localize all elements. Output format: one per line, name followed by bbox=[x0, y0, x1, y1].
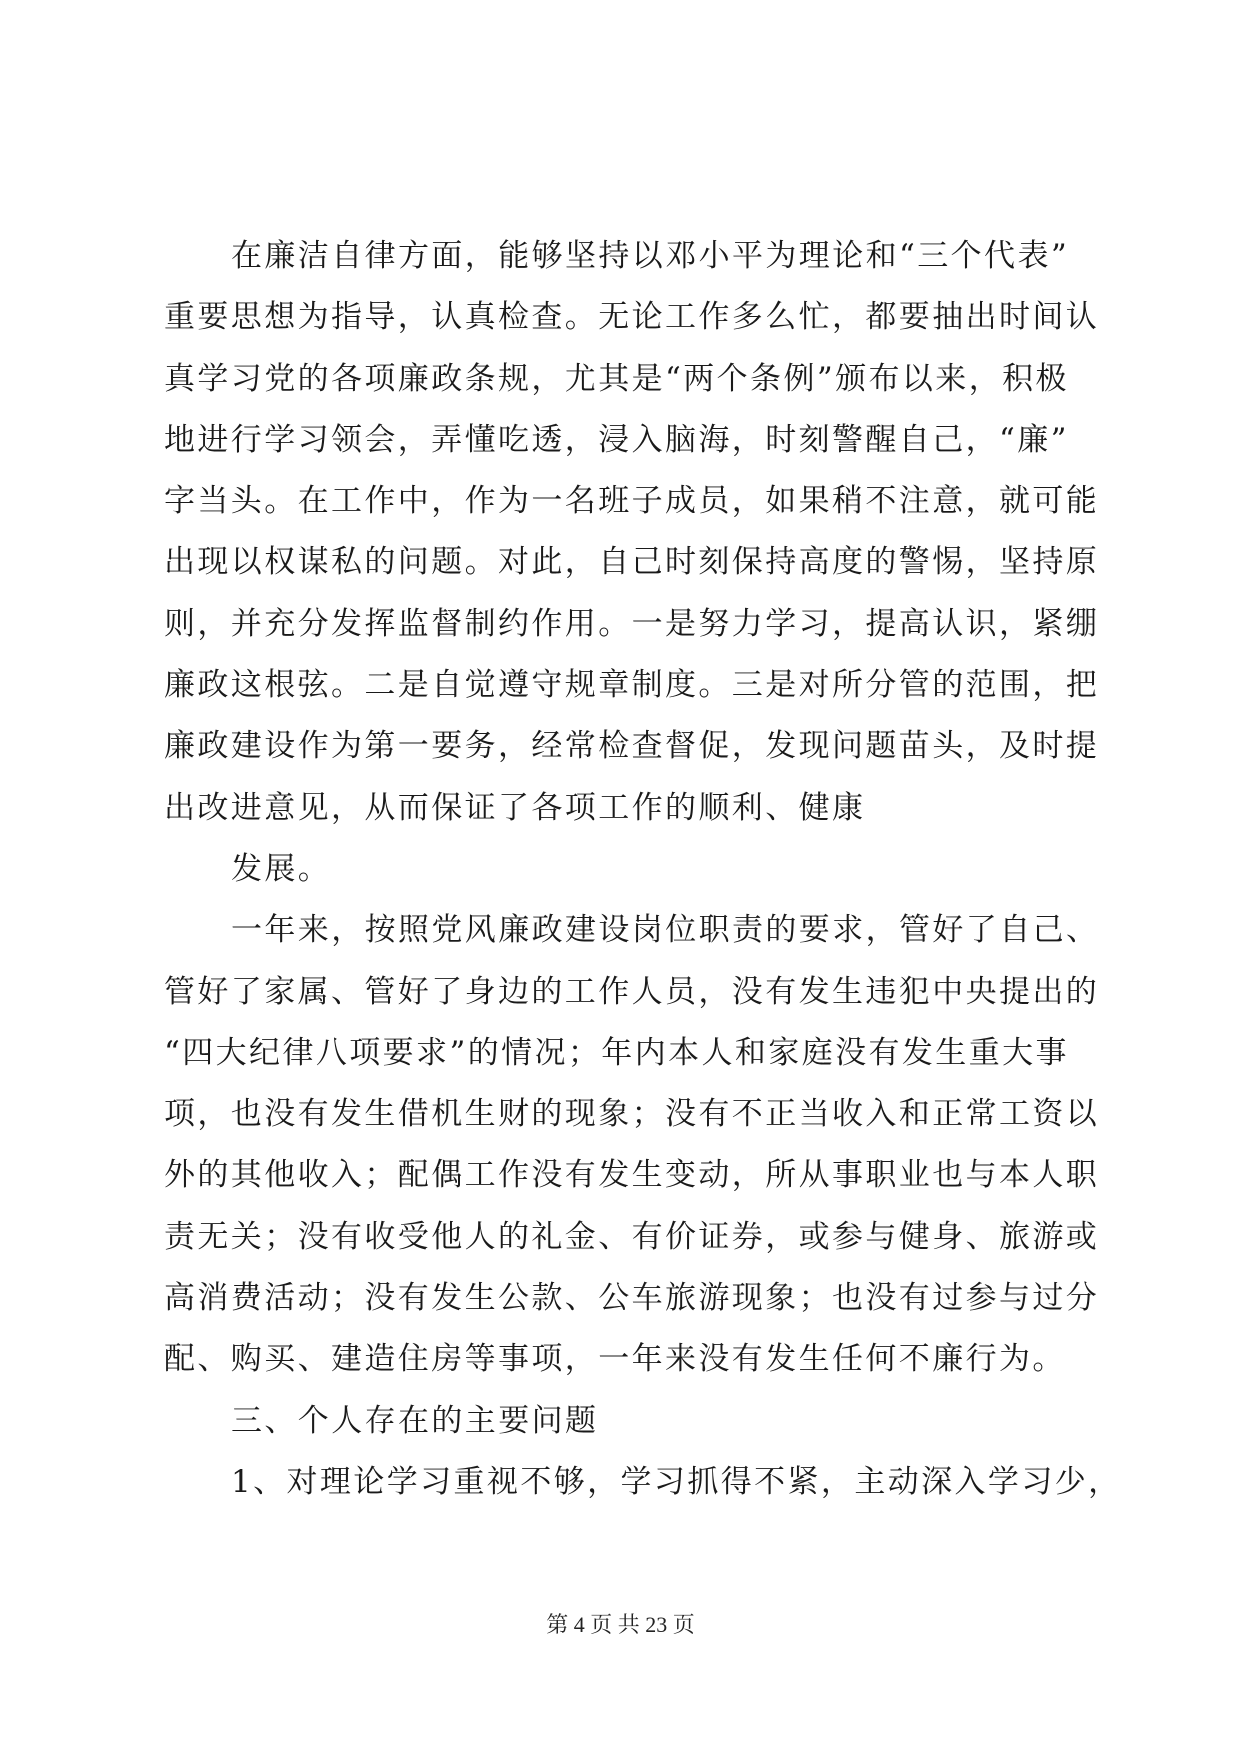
text-line: 管好了家属、管好了身边的工作人员，没有发生违犯中央提出的 bbox=[164, 973, 1100, 1010]
text-line: 廉政这根弦。二是自觉遵守规章制度。三是对所分管的范围，把 bbox=[164, 667, 1100, 704]
text-line: 项，也没有发生借机生财的现象；没有不正当收入和正常工资以 bbox=[164, 1096, 1100, 1133]
text-line: 地进行学习领会，弄懂吃透，浸入脑海，时刻警醒自己，“廉” bbox=[164, 421, 1069, 458]
text-line: 一年来，按照党风廉政建设岗位职责的要求，管好了自己、 bbox=[231, 912, 1100, 949]
text-line: 廉政建设作为第一要务，经常检查督促，发现问题苗头，及时提 bbox=[164, 728, 1100, 765]
text-line: 责无关；没有收受他人的礼金、有价证券，或参与健身、旅游或 bbox=[164, 1218, 1100, 1255]
text-line: 外的其他收入；配偶工作没有发生变动，所从事职业也与本人职 bbox=[164, 1157, 1100, 1194]
text-line: 1、对理论学习重视不够，学习抓得不紧，主动深入学习少， bbox=[231, 1463, 1122, 1500]
text-line: 出现以权谋私的问题。对此，自己时刻保持高度的警惕，坚持原 bbox=[164, 544, 1100, 581]
text-line: “四大纪律八项要求”的情况；年内本人和家庭没有发生重大事 bbox=[164, 1034, 1069, 1071]
text-line: 出改进意见，从而保证了各项工作的顺利、健康 bbox=[164, 789, 866, 826]
text-line: 字当头。在工作中，作为一名班子成员，如果稍不注意，就可能 bbox=[164, 483, 1100, 520]
text-line: 在廉洁自律方面，能够坚持以邓小平为理论和“三个代表” bbox=[231, 238, 1070, 274]
text-line: 配、购买、建造住房等事项，一年来没有发生任何不廉行为。 bbox=[164, 1341, 1066, 1378]
text-line: 真学习党的各项廉政条规，尤其是“两个条例”颁布以来，积极 bbox=[164, 360, 1069, 397]
page-footer: 第 4 页 共 23 页 bbox=[546, 1612, 695, 1637]
text-line: 高消费活动；没有发生公款、公车旅游现象；也没有过参与过分 bbox=[164, 1280, 1100, 1317]
text-line: 重要思想为指导，认真检查。无论工作多么忙，都要抽出时间认 bbox=[164, 299, 1100, 336]
body-text bbox=[164, 226, 1122, 1513]
text-line: 则，并充分发挥监督制约作用。一是努力学习，提高认识，紧绷 bbox=[164, 605, 1100, 642]
text-line: 发展。 bbox=[231, 850, 332, 887]
section-heading: 三、个人存在的主要问题 bbox=[231, 1402, 599, 1439]
